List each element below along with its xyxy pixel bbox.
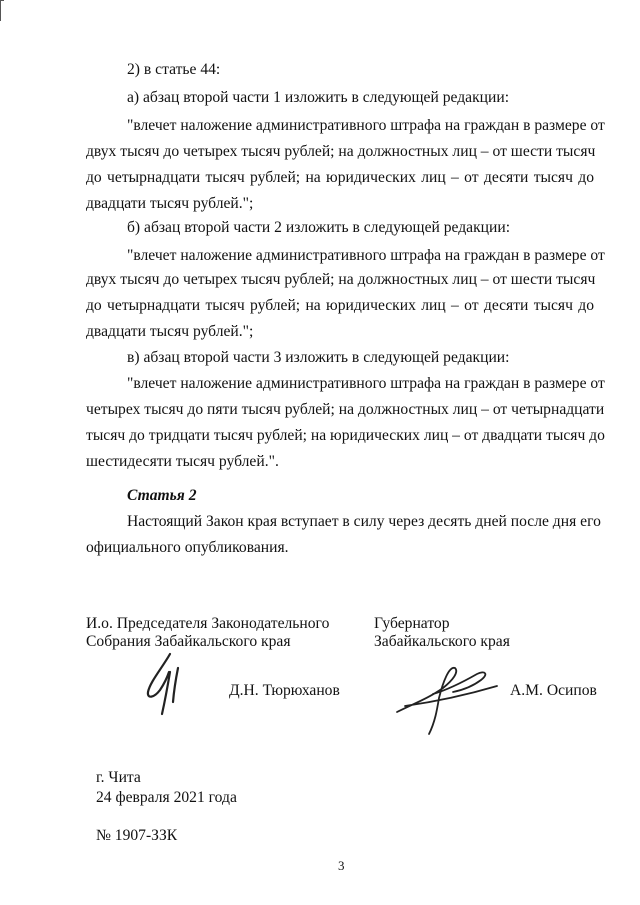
article-line: Настоящий Закон края вступает в силу через десять дней после дня его [127, 513, 601, 530]
doc-line: до четырнадцати тысяч рублей; на юридических лиц – от десяти тысяч до [86, 169, 594, 186]
doc-line: до четырнадцати тысяч рублей; на юридических лиц – от десяти тысяч до [86, 297, 594, 314]
article-line: официального опубликования. [86, 539, 289, 556]
doc-line: 2) в статье 44: [127, 61, 221, 78]
doc-line: тысяч до тридцати тысяч рублей; на юридических лиц – от двадцати тысяч до [86, 427, 605, 444]
doc-line: шестидесяти тысяч рублей.". [86, 453, 279, 470]
doc-line: четырех тысяч до пяти тысяч рублей; на должностных лиц – от четырнадцати [86, 401, 605, 418]
doc-line: "влечет наложение административного штрафа на граждан в размере от [127, 247, 605, 264]
city: г. Чита [96, 769, 141, 786]
right-handwritten-signature [393, 660, 503, 740]
date: 24 февраля 2021 года [96, 789, 237, 806]
page-corner-mark [0, 0, 4, 21]
left-signatory-title: Собрания Забайкальского края [86, 633, 291, 650]
right-signatory-name: А.М. Осипов [510, 682, 597, 699]
law-number: № 1907-ЗЗК [96, 827, 178, 844]
doc-line: двадцати тысяч рублей."; [86, 323, 254, 340]
left-signatory-title: И.о. Председателя Законодательного [86, 615, 330, 632]
doc-line: двух тысяч до четырех тысяч рублей; на должностных лиц – от шести тысяч [86, 271, 596, 288]
doc-line: б) абзац второй части 2 изложить в следующей редакции: [127, 219, 511, 236]
left-handwritten-signature [140, 650, 200, 720]
right-signatory-title: Губернатор [374, 615, 450, 632]
right-signatory-title: Забайкальского края [374, 633, 510, 650]
article-heading: Статья 2 [127, 487, 197, 504]
doc-line: в) абзац второй части 3 изложить в следующей редакции: [127, 349, 510, 366]
doc-line: а) абзац второй части 1 изложить в следующей редакции: [127, 89, 510, 106]
doc-line: "влечет наложение административного штрафа на граждан в размере от [127, 117, 605, 134]
doc-line: двух тысяч до четырех тысяч рублей; на должностных лиц – от шести тысяч [86, 143, 596, 160]
left-signatory-name: Д.Н. Тюрюханов [229, 682, 340, 699]
doc-line: двадцати тысяч рублей."; [86, 195, 254, 212]
page-number: 3 [338, 858, 345, 873]
doc-line: "влечет наложение административного штрафа на граждан в размере от [127, 375, 605, 392]
